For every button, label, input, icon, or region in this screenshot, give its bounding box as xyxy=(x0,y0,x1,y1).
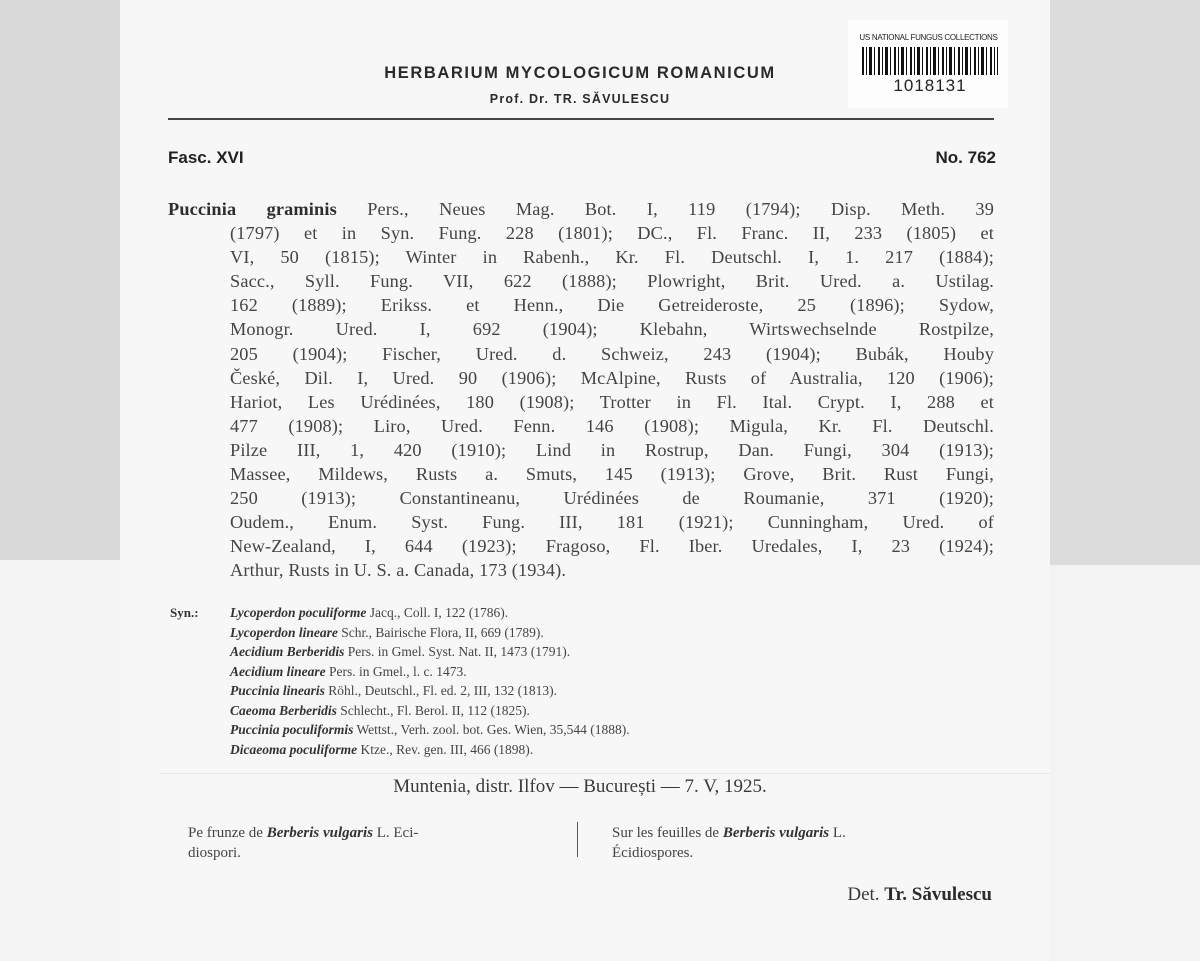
citation-line: Arthur, Rusts in U. S. a. Canada, 173 (1934). xyxy=(230,560,567,581)
citation-line: Oudem., Enum. Syst. Fung. III, 181 (1921); Cunningham, Ured. of xyxy=(230,512,994,533)
citation-line: 250 (1913); Constantineanu, Urédinées de Roumanie, 371 (1920); xyxy=(230,488,994,509)
citation-line: Hariot, Les Urédinées, 180 (1908); Trotter in Fl. Ital. Crypt. I, 288 et xyxy=(230,391,994,412)
synonym-item: Caeoma Berberidis Schlecht., Fl. Berol. II, 112 (1825). xyxy=(230,702,530,718)
locality: Muntenia, distr. Ilfov — București — 7. V, 1925. xyxy=(393,776,767,797)
citation-line: Monogr. Ured. I, 692 (1904); Klebahn, Wirtswechselnde Rostpilze, xyxy=(230,319,994,340)
citation-line: Pilze III, 1, 420 (1910); Lind in Rostrup, Dan. Fungi, 304 (1913); xyxy=(230,439,994,460)
section-divider xyxy=(160,773,1050,774)
header-rule xyxy=(168,118,994,120)
column-separator xyxy=(577,822,578,857)
herbarium-subtitle: Prof. Dr. TR. SĂVULESCU xyxy=(489,92,671,106)
synonym-item: Lycoperdon poculiforme Jacq., Coll. I, 122 (1786). xyxy=(230,605,509,620)
barcode-icon xyxy=(862,47,998,75)
citation-line: New-Zealand, I, 644 (1923); Fragoso, Fl. Iber. Uredales, I, 23 (1924); xyxy=(230,536,994,557)
synonym-item: Aecidium Berberidis Pers. in Gmel. Syst. Nat. II, 1473 (1791). xyxy=(230,644,571,659)
herbarium-title: HERBARIUM MYCOLOGICUM ROMANICUM xyxy=(384,64,776,82)
barcode-caption: US NATIONAL FUNGUS COLLECTIONS xyxy=(859,33,998,42)
determiner: Det. Tr. Săvulescu xyxy=(847,884,992,905)
citation-line: VI, 50 (1815); Winter in Rabenh., Kr. Fl. Deutschl. I, 1. 217 (1884); xyxy=(230,247,994,268)
synonyms-label: Syn.: xyxy=(170,605,199,620)
citation-line: (1797) et in Syn. Fung. 228 (1801); DC., Fl. Franc. II, 233 (1805) et xyxy=(230,223,994,244)
species-citation xyxy=(168,197,994,583)
host-french: Sur les feuilles de Berberis vulgaris L. Écidiospores. xyxy=(612,825,846,861)
specimen-number: No. 762 xyxy=(935,148,996,167)
citation-line: 162 (1889); Erikss. et Henn., Die Getreideroste, 25 (1896); Sydow, xyxy=(230,295,994,316)
barcode-number: 1018131 xyxy=(893,76,967,95)
species-name: Puccinia graminis xyxy=(168,199,337,219)
synonyms-list xyxy=(230,603,970,759)
citation-line: České, Dil. I, Ured. 90 (1906); McAlpine, Rusts of Australia, 120 (1906); xyxy=(230,367,994,388)
synonym-item: Dicaeoma poculiforme Ktze., Rev. gen. III, 466 (1898). xyxy=(230,741,534,757)
citation-line: Massee, Mildews, Rusts a. Smuts, 145 (1913); Grove, Brit. Rust Fungi, xyxy=(230,464,994,485)
synonym-item: Puccinia linearis Röhl., Deutschl., Fl. ed. 2, III, 132 (1813). xyxy=(230,683,557,698)
fascicle: Fasc. XVI xyxy=(168,148,244,167)
synonym-item: Lycoperdon lineare Schr., Bairische Flora, II, 669 (1789). xyxy=(230,624,544,640)
citation-line: Sacc., Syll. Fung. VII, 622 (1888); Plowright, Brit. Ured. a. Ustilag. xyxy=(230,271,994,292)
host-name: Berberis vulgaris xyxy=(722,825,830,841)
host-romanian: Pe frunze de Berberis vulgaris L. Eci- diospori. xyxy=(188,825,419,861)
determiner-name: Tr. Săvulescu xyxy=(884,884,992,905)
citation-line: 205 (1904); Fischer, Ured. d. Schweiz, 243 (1904); Bubák, Houby xyxy=(230,343,994,364)
synonym-item: Aecidium lineare Pers. in Gmel., l. c. 1473. xyxy=(230,663,467,679)
citation-line: 477 (1908); Liro, Ured. Fenn. 146 (1908); Migula, Kr. Fl. Deutschl. xyxy=(230,415,994,436)
citation-line: Puccinia graminis Pers., Neues Mag. Bot. I, 119 (1794); Disp. Meth. 39 xyxy=(168,199,994,219)
host-name: Berberis vulgaris xyxy=(266,825,373,841)
synonym-item: Puccinia poculiformis Wettst., Verh. zool. bot. Ges. Wien, 35,544 (1888). xyxy=(230,722,630,737)
